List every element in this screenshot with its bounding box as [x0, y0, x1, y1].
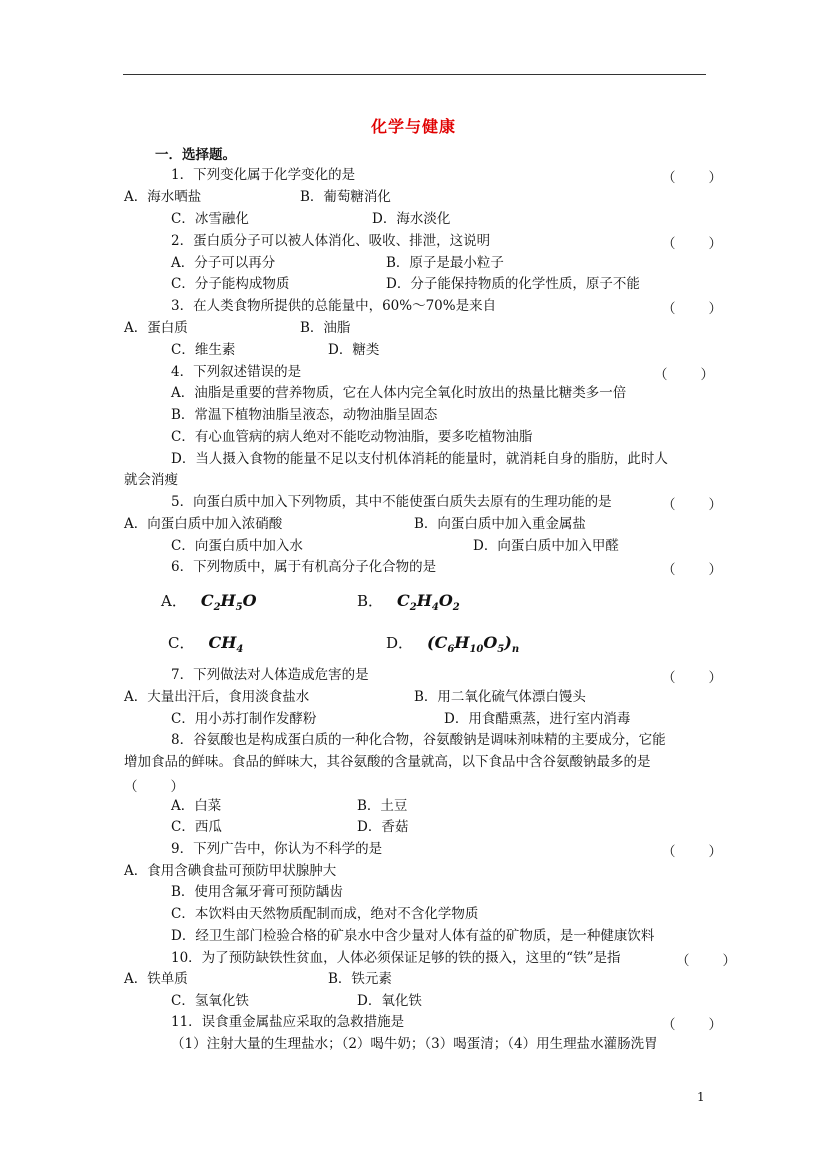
section-heading: 一．选择题。: [155, 147, 236, 163]
answer-paren-4: （ ）: [654, 367, 716, 383]
page-title: 化学与健康: [370, 117, 456, 136]
q1-option-c: C．冰雪融化: [171, 211, 249, 227]
question-3: 3．在人类食物所提供的总能量中，60%～70%是来自: [171, 298, 497, 314]
q5-option-a: A．向蛋白质中加入浓硝酸: [124, 516, 283, 532]
formula-ch4: $CH_4$: [208, 633, 244, 656]
q6-option-c-label: C．: [168, 634, 195, 652]
formula-c2h4o2: $C_2H_4O_2$: [397, 591, 460, 614]
answer-paren-5: （ ）: [662, 497, 724, 513]
q4-option-b: B．常温下植物油脂呈液态，动物油脂呈固态: [171, 407, 438, 423]
q8-option-a: A．白菜: [171, 798, 222, 814]
formula-c2h5o: $C_2H_5O$: [200, 591, 257, 614]
question-4: 4．下列叙述错误的是: [171, 364, 302, 380]
question-10: 10．为了预防缺铁性贫血，人体必须保证足够的铁的摄入，这里的“铁”是指: [171, 950, 621, 966]
q5-option-d: D．向蛋白质中加入甲醛: [473, 538, 619, 554]
q3-option-b: B．油脂: [300, 320, 351, 336]
q8-option-d: D．香菇: [357, 819, 409, 835]
q10-option-c: C．氢氧化铁: [171, 993, 249, 1009]
question-11: 11．误食重金属盐应采取的急救措施是: [171, 1014, 405, 1030]
q6-option-c: [168, 632, 243, 655]
q6-option-a-label: A．: [161, 592, 187, 610]
q7-option-a: A．大量出汗后，食用淡食盐水: [124, 689, 310, 705]
q8-option-b: B．土豆: [357, 798, 408, 814]
q1-option-d: D．海水淡化: [372, 211, 451, 227]
question-6: 6．下列物质中，属于有机高分子化合物的是: [171, 559, 437, 575]
q11-measures: （1）注射大量的生理盐水；（2）喝牛奶；（3）喝蛋清；（4）用生理盐水灌肠洗胃: [171, 1036, 658, 1052]
q1-option-b: B．葡萄糖消化: [300, 189, 391, 205]
q8-option-c: C．西瓜: [171, 819, 222, 835]
answer-paren-1: （ ）: [662, 170, 724, 186]
q7-option-b: B．用二氧化硫气体漂白馒头: [414, 689, 586, 705]
answer-paren-6: （ ）: [662, 562, 724, 578]
q7-option-d: D．用食醋熏蒸，进行室内消毒: [444, 711, 631, 727]
q5-option-c: C．向蛋白质中加入水: [171, 538, 303, 554]
q3-option-d: D．糖类: [328, 342, 380, 358]
question-8: 8．谷氨酸也是构成蛋白质的一种化合物，谷氨酸钠是调味剂味精的主要成分，它能: [171, 732, 666, 748]
answer-paren-2: （ ）: [662, 236, 724, 252]
answer-paren-8: （ ）: [124, 779, 186, 795]
q9-option-d: D．经卫生部门检验合格的矿泉水中含少量对人体有益的矿物质，是一种健康饮料: [171, 928, 655, 944]
header-rule: [123, 74, 706, 75]
q10-option-b: B．铁元素: [328, 971, 392, 987]
q1-option-a: A．海水晒盐: [124, 189, 202, 205]
q4-option-a: A．油脂是重要的营养物质，它在人体内完全氧化时放出的热量比糖类多一倍: [171, 385, 627, 401]
question-5: 5．向蛋白质中加入下列物质，其中不能使蛋白质失去原有的生理功能的是: [171, 494, 612, 510]
q4-option-d-cont: 就会消瘦: [124, 472, 178, 488]
q6-option-a: [161, 590, 257, 613]
question-9: 9．下列广告中，你认为不科学的是: [171, 841, 383, 857]
answer-paren-3: （ ）: [662, 301, 724, 317]
q3-option-a: A．蛋白质: [124, 320, 188, 336]
answer-paren-10: （ ）: [676, 953, 738, 969]
formula-starch: $(C_6H_{10}O_5)_n$: [427, 633, 520, 656]
q4-option-d: D．当人摄入食物的能量不足以支付机体消耗的能量时，就消耗自身的脂肪，此时人: [171, 451, 668, 467]
question-2: 2．蛋白质分子可以被人体消化、吸收、排泄，这说明: [171, 233, 491, 249]
q6-option-b-label: B．: [357, 592, 384, 610]
q7-option-c: C．用小苏打制作发酵粉: [171, 711, 317, 727]
q10-option-a: A．铁单质: [124, 971, 188, 987]
answer-paren-11: （ ）: [662, 1017, 724, 1033]
page-number: 1: [697, 1090, 705, 1104]
q9-option-b: B．使用含氟牙膏可预防龋齿: [171, 884, 343, 900]
q9-option-c: C．本饮料由天然物质配制而成，绝对不含化学物质: [171, 906, 479, 922]
question-7: 7．下列做法对人体造成危害的是: [171, 667, 369, 683]
q3-option-c: C．维生素: [171, 342, 236, 358]
q2-option-a: A．分子可以再分: [171, 255, 276, 271]
q6-option-b: [357, 590, 460, 613]
q2-option-b: B．原子是最小粒子: [386, 255, 504, 271]
q6-option-d: [386, 632, 519, 655]
q10-option-d: D．氧化铁: [357, 993, 422, 1009]
q4-option-c: C．有心血管病的病人绝对不能吃动物油脂，要多吃植物油脂: [171, 429, 533, 445]
question-8-cont: 增加食品的鲜味。食品的鲜味大，其谷氨酸的含量就高，以下食品中含谷氨酸钠最多的是: [124, 754, 651, 770]
q9-option-a: A．食用含碘食盐可预防甲状腺肿大: [124, 863, 337, 879]
q5-option-b: B．向蛋白质中加入重金属盐: [414, 516, 586, 532]
answer-paren-9: （ ）: [662, 844, 724, 860]
question-1: 1．下列变化属于化学变化的是: [171, 167, 356, 183]
answer-paren-7: （ ）: [662, 670, 724, 686]
q2-option-d: D．分子能保持物质的化学性质，原子不能: [386, 276, 640, 292]
q2-option-c: C．分子能构成物质: [171, 276, 290, 292]
q6-option-d-label: D．: [386, 634, 414, 652]
